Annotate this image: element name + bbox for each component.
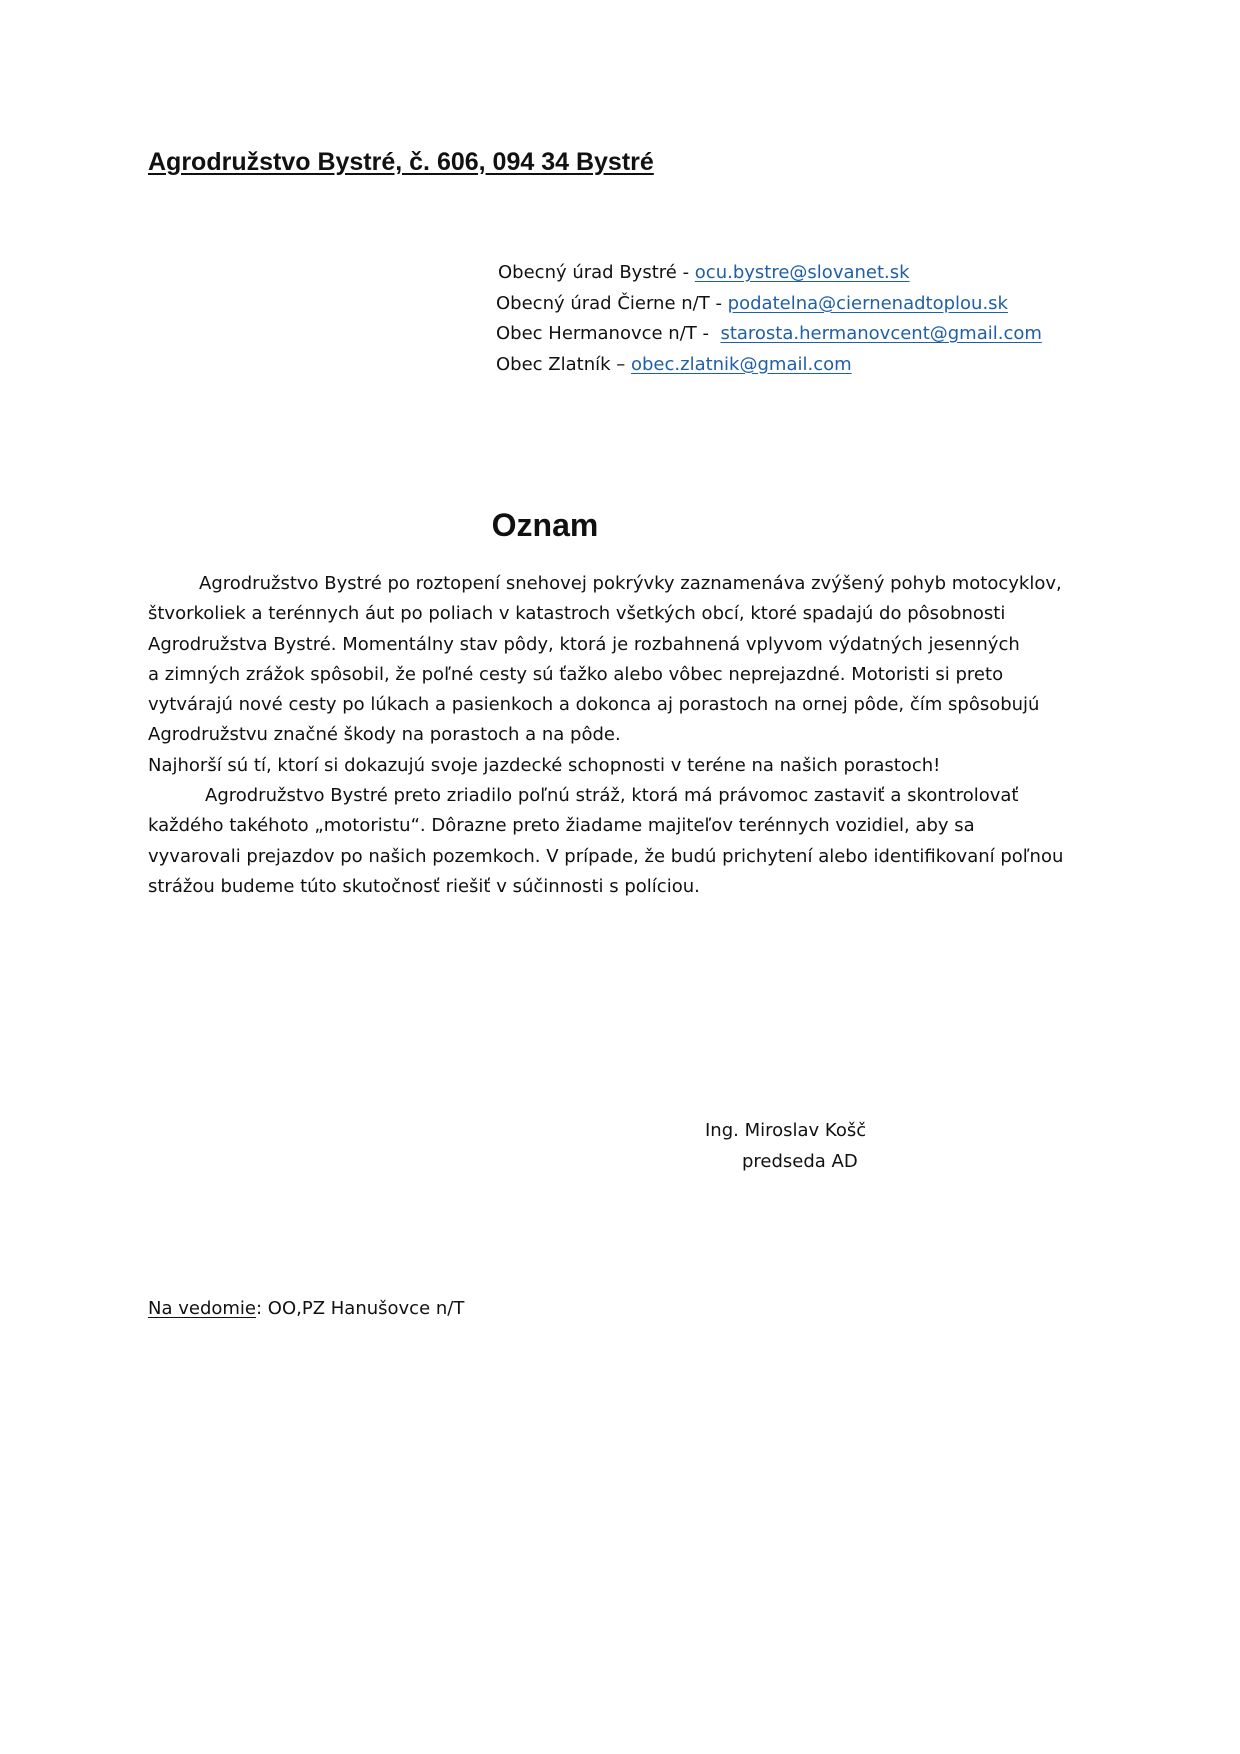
body-line: Agrodružstvo Bystré preto zriadilo poľnú stráž, ktorá má právomoc zastaviť a skontrolovať (205, 785, 1019, 807)
body-line: Agrodružstvo Bystré po roztopení snehovej pokrývky zaznamenáva zvýšený pohyb motocyklov, (199, 573, 1062, 594)
sender-header: Agrodružstvo Bystré, č. 606, 094 34 Bystré (148, 148, 654, 176)
body-line: vytvárajú nové cesty po lúkach a pasienkoch a dokonca aj porastoch na ornej pôde, čím spôsobujú (148, 694, 1040, 716)
recipient-line (496, 350, 1042, 381)
recipient-label: Obec Zlatník – (496, 353, 631, 375)
recipient-label: Obecný úrad Čierne n/T - (496, 292, 728, 314)
recipient-line (496, 258, 1042, 289)
body-line: Najhorší sú tí, ktorí si dokazujú svoje jazdecké schopnosti v teréne na našich porastoch! (148, 754, 941, 776)
body-line: každého takéhoto „motoristu“. Dôrazne preto žiadame majiteľov terénnych vozidiel, aby sa (148, 815, 975, 837)
cc-text: : OO,PZ Hanušovce n/T (256, 1298, 465, 1319)
recipient-line (496, 319, 1042, 350)
recipient-email-link[interactable]: starosta.hermanovcent@gmail.com (720, 323, 1042, 344)
recipient-email-link[interactable]: podatelna@ciernenadtoplou.sk (727, 292, 1008, 314)
body-line: a zimných zrážok spôsobil, že poľné cesty sú ťažko alebo vôbec neprejazdné. Motoristi si preto (148, 663, 1004, 685)
body-line: Agrodružstva Bystré. Momentálny stav pôdy, ktorá je rozbahnená vplyvom výdatných jesenných (148, 633, 1020, 655)
document-title: Oznam (491, 507, 599, 543)
body-line: vyvarovali prejazdov po našich pozemkoch. V prípade, že budú prichytení alebo identifikovaní poľnou (148, 845, 1064, 867)
signature-block (705, 1116, 866, 1177)
recipient-list (496, 258, 1042, 380)
body-line: štvorkoliek a terénnych áut po poliach v katastroch všetkých obcí, ktoré spadajú do pôsobnosti (148, 603, 1006, 625)
recipient-email-link[interactable]: ocu.bystre@slovanet.sk (694, 262, 910, 283)
body-line: strážou budeme túto skutočnosť riešiť v súčinnosti s políciou. (148, 875, 700, 897)
signature-name: Ing. Miroslav Košč (705, 1120, 867, 1141)
body-line: Agrodružstvu značné škody na porastoch a na pôde. (148, 724, 621, 746)
recipient-line (496, 289, 1042, 320)
cc-line (148, 1298, 464, 1319)
recipient-label: Obec Hermanovce n/T - (496, 323, 721, 344)
recipient-email-link[interactable]: obec.zlatnik@gmail.com (630, 353, 852, 375)
recipient-label: Obecný úrad Bystré - (498, 262, 695, 283)
document-body (148, 569, 1108, 902)
cc-label: Na vedomie (148, 1298, 256, 1319)
signature-role: predseda AD (742, 1150, 858, 1172)
